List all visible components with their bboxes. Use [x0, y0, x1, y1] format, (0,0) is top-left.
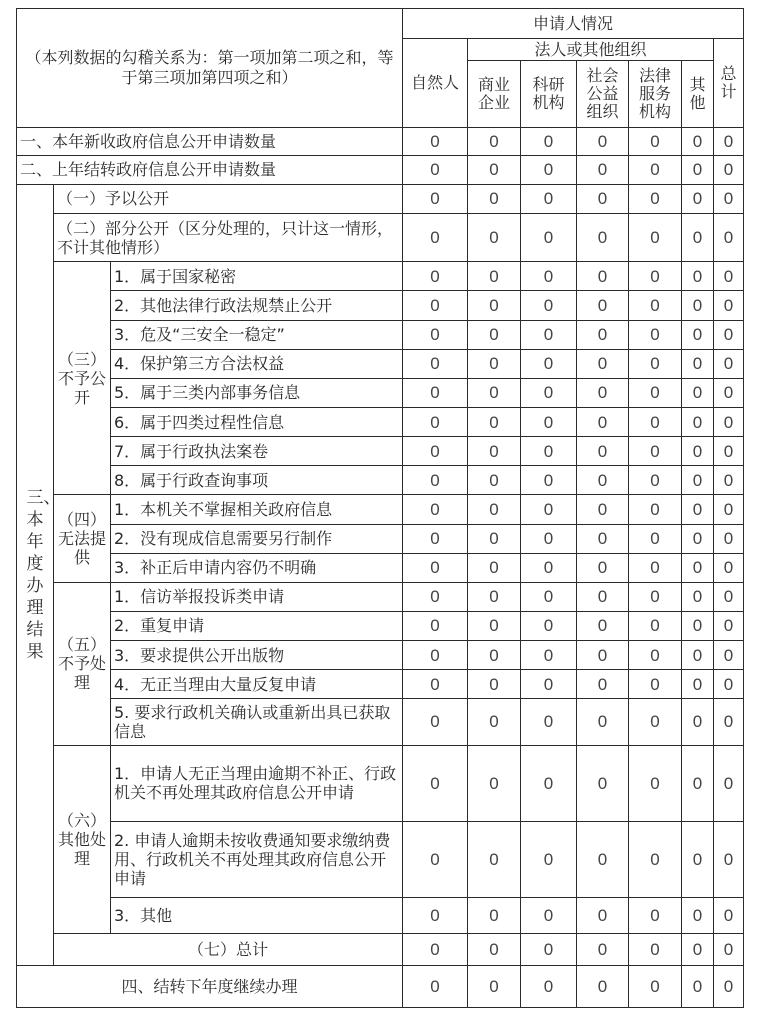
value-cell: 0	[521, 320, 577, 349]
value-cell: 0	[577, 934, 629, 965]
value-cell: 0	[521, 524, 577, 553]
value-cell: 0	[682, 262, 714, 291]
value-cell: 0	[521, 466, 577, 495]
value-cell: 0	[468, 699, 521, 745]
value-cell: 0	[629, 524, 682, 553]
value-cell: 0	[577, 898, 629, 934]
value-cell: 0	[468, 407, 521, 436]
value-cell: 0	[521, 184, 577, 213]
value-cell: 0	[629, 582, 682, 611]
value-cell: 0	[577, 127, 629, 155]
value-cell: 0	[577, 184, 629, 213]
value-cell: 0	[629, 349, 682, 378]
total-value-cell: 0	[714, 821, 744, 897]
row-label-item: 1．属于国家秘密	[111, 262, 403, 291]
value-cell: 0	[403, 262, 468, 291]
natural-person-header: 自然人	[403, 39, 468, 127]
group-other-processing-label: （六）其他处理	[54, 745, 111, 934]
row-label-new-requests: 一、本年新收政府信息公开申请数量	[17, 127, 403, 155]
row-label-item: 3．补正后申请内容仍不明确	[111, 553, 403, 582]
value-cell: 0	[403, 670, 468, 699]
value-cell: 0	[629, 214, 682, 262]
legal-org-group-header: 法人或其他组织	[468, 39, 714, 61]
value-cell: 0	[577, 641, 629, 670]
value-cell: 0	[577, 349, 629, 378]
value-cell: 0	[468, 466, 521, 495]
value-cell: 0	[521, 291, 577, 320]
row-label-item: 2．其他法律行政法规禁止公开	[111, 291, 403, 320]
value-cell: 0	[521, 934, 577, 965]
value-cell: 0	[577, 437, 629, 466]
value-cell: 0	[468, 214, 521, 262]
value-cell: 0	[403, 320, 468, 349]
row-label-item: 2．重复申请	[111, 611, 403, 640]
value-cell: 0	[682, 466, 714, 495]
value-cell: 0	[521, 582, 577, 611]
value-cell: 0	[682, 641, 714, 670]
value-cell: 0	[682, 127, 714, 155]
value-cell: 0	[468, 184, 521, 213]
value-cell: 0	[403, 407, 468, 436]
disclosure-statistics-table	[16, 8, 744, 1008]
value-cell: 0	[682, 407, 714, 436]
total-value-cell: 0	[714, 291, 744, 320]
value-cell: 0	[403, 437, 468, 466]
value-cell: 0	[682, 670, 714, 699]
value-cell: 0	[577, 262, 629, 291]
row-label-item: 5．属于三类内部事务信息	[111, 378, 403, 407]
value-cell: 0	[682, 437, 714, 466]
value-cell: 0	[403, 349, 468, 378]
value-cell: 0	[682, 214, 714, 262]
value-cell: 0	[682, 184, 714, 213]
value-cell: 0	[521, 670, 577, 699]
value-cell: 0	[403, 378, 468, 407]
value-cell: 0	[521, 155, 577, 184]
value-cell: 0	[629, 407, 682, 436]
total-value-cell: 0	[714, 184, 744, 213]
value-cell: 0	[468, 155, 521, 184]
value-cell: 0	[682, 495, 714, 524]
row-label-item: 4．无正当理由大量反复申请	[111, 670, 403, 699]
value-cell: 0	[682, 934, 714, 965]
org-column-header: 法律服务机构	[629, 61, 682, 127]
total-value-cell: 0	[714, 320, 744, 349]
row-label-item: 2. 申请人逾期未按收费通知要求缴纳费用、行政机关不再处理其政府信息公开申请	[111, 821, 403, 897]
value-cell: 0	[629, 184, 682, 213]
org-column-header: 其他	[682, 61, 714, 127]
value-cell: 0	[403, 745, 468, 821]
value-cell: 0	[577, 699, 629, 745]
value-cell: 0	[682, 611, 714, 640]
value-cell: 0	[468, 437, 521, 466]
total-value-cell: 0	[714, 965, 744, 1007]
value-cell: 0	[629, 127, 682, 155]
value-cell: 0	[682, 291, 714, 320]
value-cell: 0	[403, 466, 468, 495]
row-label-item: 3．要求提供公开出版物	[111, 641, 403, 670]
value-cell: 0	[577, 821, 629, 897]
value-cell: 0	[577, 524, 629, 553]
value-cell: 0	[521, 127, 577, 155]
value-cell: 0	[629, 262, 682, 291]
value-cell: 0	[521, 965, 577, 1007]
value-cell: 0	[468, 965, 521, 1007]
value-cell: 0	[468, 745, 521, 821]
value-cell: 0	[468, 320, 521, 349]
value-cell: 0	[629, 898, 682, 934]
group-not-processed-label: （五）不予处理	[54, 582, 111, 745]
value-cell: 0	[468, 524, 521, 553]
value-cell: 0	[403, 214, 468, 262]
total-value-cell: 0	[714, 437, 744, 466]
row-label-item: 3．危及“三安全一稳定”	[111, 320, 403, 349]
value-cell: 0	[403, 291, 468, 320]
value-cell: 0	[521, 641, 577, 670]
value-cell: 0	[682, 582, 714, 611]
value-cell: 0	[682, 524, 714, 553]
value-cell: 0	[577, 407, 629, 436]
total-value-cell: 0	[714, 699, 744, 745]
value-cell: 0	[682, 821, 714, 897]
value-cell: 0	[577, 495, 629, 524]
value-cell: 0	[521, 407, 577, 436]
value-cell: 0	[682, 155, 714, 184]
value-cell: 0	[682, 965, 714, 1007]
value-cell: 0	[403, 934, 468, 965]
total-value-cell: 0	[714, 349, 744, 378]
row-label-item: 4．保护第三方合法权益	[111, 349, 403, 378]
value-cell: 0	[521, 898, 577, 934]
value-cell: 0	[468, 934, 521, 965]
total-value-cell: 0	[714, 641, 744, 670]
value-cell: 0	[682, 349, 714, 378]
value-cell: 0	[629, 320, 682, 349]
value-cell: 0	[629, 670, 682, 699]
value-cell: 0	[468, 641, 521, 670]
total-value-cell: 0	[714, 745, 744, 821]
column-relation-note: （本列数据的勾稽关系为：第一项加第二项之和，等于第三项加第四项之和）	[17, 9, 403, 128]
value-cell: 0	[521, 821, 577, 897]
total-value-cell: 0	[714, 495, 744, 524]
value-cell: 0	[403, 965, 468, 1007]
value-cell: 0	[468, 821, 521, 897]
value-cell: 0	[521, 349, 577, 378]
value-cell: 0	[577, 670, 629, 699]
row-label-item: 2．没有现成信息需要另行制作	[111, 524, 403, 553]
row-label-carried-over: 二、上年结转政府信息公开申请数量	[17, 155, 403, 184]
group-not-disclosed-label: （三）不予公开	[54, 262, 111, 495]
row-label-total: （七）总计	[54, 934, 403, 965]
value-cell: 0	[468, 553, 521, 582]
value-cell: 0	[521, 437, 577, 466]
value-cell: 0	[403, 524, 468, 553]
value-cell: 0	[468, 378, 521, 407]
value-cell: 0	[521, 262, 577, 291]
org-column-header: 科研机构	[521, 61, 577, 127]
value-cell: 0	[403, 821, 468, 897]
org-column-header: 商业企业	[468, 61, 521, 127]
total-value-cell: 0	[714, 582, 744, 611]
value-cell: 0	[403, 611, 468, 640]
total-value-cell: 0	[714, 524, 744, 553]
value-cell: 0	[682, 320, 714, 349]
value-cell: 0	[682, 378, 714, 407]
value-cell: 0	[629, 378, 682, 407]
row-label-item: 1．信访举报投诉类申请	[111, 582, 403, 611]
value-cell: 0	[468, 582, 521, 611]
value-cell: 0	[403, 155, 468, 184]
total-value-cell: 0	[714, 127, 744, 155]
total-value-cell: 0	[714, 670, 744, 699]
value-cell: 0	[403, 699, 468, 745]
value-cell: 0	[521, 745, 577, 821]
value-cell: 0	[577, 553, 629, 582]
applicant-situation-header: 申请人情况	[403, 9, 744, 39]
total-value-cell: 0	[714, 934, 744, 965]
section-3-label: 三、本年度办理结果	[17, 184, 54, 965]
value-cell: 0	[468, 127, 521, 155]
value-cell: 0	[521, 699, 577, 745]
value-cell: 0	[629, 611, 682, 640]
total-value-cell: 0	[714, 155, 744, 184]
total-value-cell: 0	[714, 553, 744, 582]
total-value-cell: 0	[714, 898, 744, 934]
value-cell: 0	[403, 127, 468, 155]
value-cell: 0	[468, 262, 521, 291]
row-label-disclosed: （一）予以公开	[54, 184, 403, 213]
value-cell: 0	[468, 670, 521, 699]
total-value-cell: 0	[714, 407, 744, 436]
value-cell: 0	[521, 495, 577, 524]
value-cell: 0	[403, 582, 468, 611]
total-value-cell: 0	[714, 611, 744, 640]
row-label-item: 3．其他	[111, 898, 403, 934]
value-cell: 0	[682, 699, 714, 745]
row-label-item: 6．属于四类过程性信息	[111, 407, 403, 436]
value-cell: 0	[682, 898, 714, 934]
value-cell: 0	[468, 291, 521, 320]
value-cell: 0	[577, 291, 629, 320]
value-cell: 0	[468, 349, 521, 378]
row-label-item: 8．属于行政查询事项	[111, 466, 403, 495]
value-cell: 0	[577, 611, 629, 640]
row-label-partially-disclosed: （二）部分公开（区分处理的，只计这一情形，不计其他情形）	[54, 214, 403, 262]
value-cell: 0	[577, 965, 629, 1007]
value-cell: 0	[629, 821, 682, 897]
total-value-cell: 0	[714, 466, 744, 495]
value-cell: 0	[629, 553, 682, 582]
value-cell: 0	[577, 320, 629, 349]
value-cell: 0	[403, 898, 468, 934]
value-cell: 0	[521, 214, 577, 262]
value-cell: 0	[629, 934, 682, 965]
value-cell: 0	[403, 641, 468, 670]
value-cell: 0	[629, 437, 682, 466]
value-cell: 0	[403, 184, 468, 213]
value-cell: 0	[577, 155, 629, 184]
value-cell: 0	[577, 214, 629, 262]
value-cell: 0	[577, 466, 629, 495]
group-unable-to-provide-label: （四）无法提供	[54, 495, 111, 582]
row-label-item: 1．本机关不掌握相关政府信息	[111, 495, 403, 524]
row-label-carry-forward: 四、结转下年度继续办理	[17, 965, 403, 1007]
value-cell: 0	[521, 378, 577, 407]
value-cell: 0	[468, 898, 521, 934]
value-cell: 0	[577, 378, 629, 407]
value-cell: 0	[682, 745, 714, 821]
value-cell: 0	[629, 699, 682, 745]
value-cell: 0	[629, 466, 682, 495]
row-label-item: 7．属于行政执法案卷	[111, 437, 403, 466]
value-cell: 0	[403, 495, 468, 524]
value-cell: 0	[468, 495, 521, 524]
value-cell: 0	[629, 641, 682, 670]
total-value-cell: 0	[714, 378, 744, 407]
value-cell: 0	[629, 155, 682, 184]
total-value-cell: 0	[714, 262, 744, 291]
value-cell: 0	[629, 965, 682, 1007]
value-cell: 0	[468, 611, 521, 640]
org-column-header: 社会公益组织	[577, 61, 629, 127]
value-cell: 0	[521, 553, 577, 582]
value-cell: 0	[629, 495, 682, 524]
total-header: 总计	[714, 39, 744, 127]
value-cell: 0	[577, 745, 629, 821]
row-label-item: 5. 要求行政机关确认或重新出具已获取信息	[111, 699, 403, 745]
value-cell: 0	[577, 582, 629, 611]
row-label-item: 1．申请人无正当理由逾期不补正、行政机关不再处理其政府信息公开申请	[111, 745, 403, 821]
total-value-cell: 0	[714, 214, 744, 262]
value-cell: 0	[521, 611, 577, 640]
value-cell: 0	[629, 291, 682, 320]
value-cell: 0	[682, 553, 714, 582]
value-cell: 0	[629, 745, 682, 821]
value-cell: 0	[403, 553, 468, 582]
